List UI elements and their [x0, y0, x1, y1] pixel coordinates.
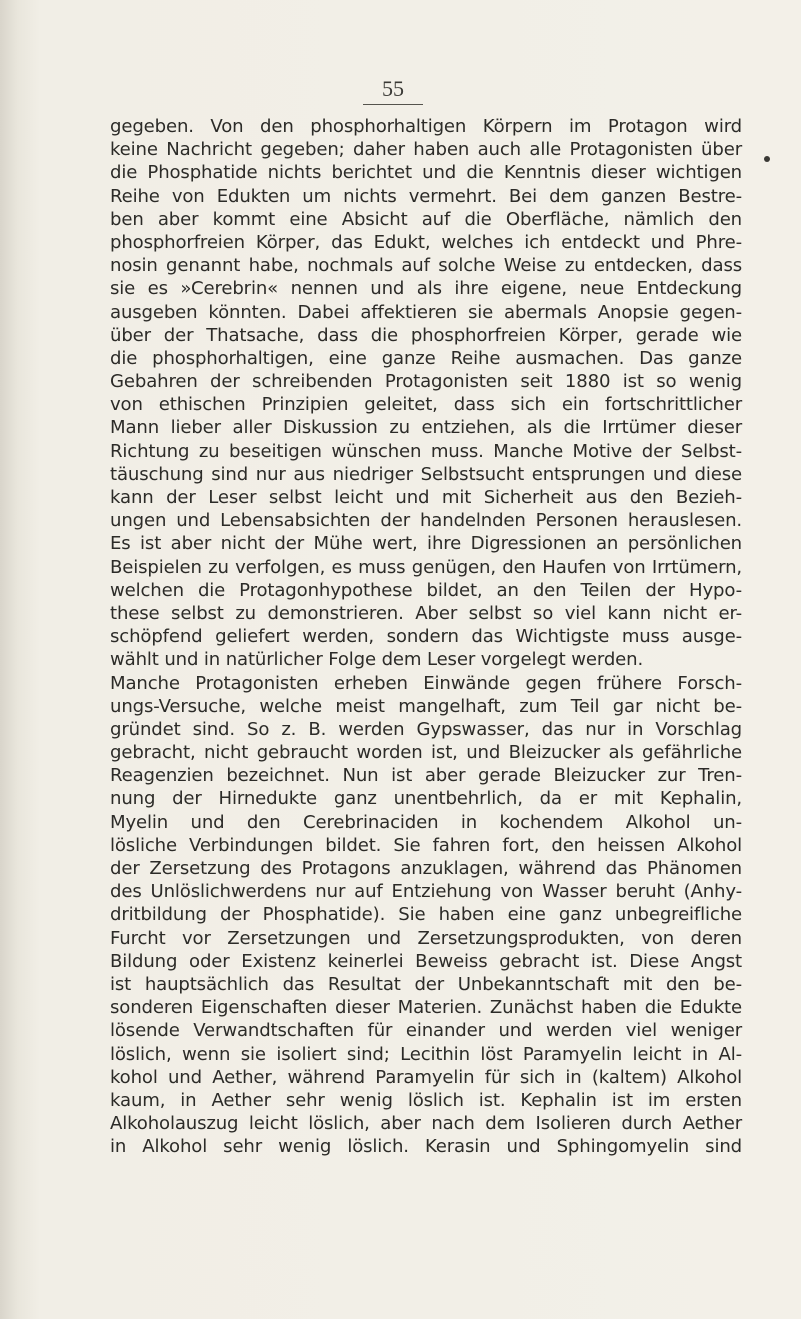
text-line: gründet sind. So z. B. werden Gypswasser, das nur in Vorschlag	[110, 718, 742, 740]
text-line: Mann lieber aller Diskussion zu entziehen, als die Irrtümer dieser	[110, 417, 742, 439]
text-line: ist hauptsächlich das Resultat der Unbekanntschaft mit den be-	[110, 973, 742, 995]
text-line: der Zersetzung des Protagons anzuklagen, während das Phänomen	[110, 858, 742, 879]
text-line: in Alkohol sehr wenig löslich. Kerasin und Sphingomyelin sind	[110, 1136, 742, 1158]
text-line: keine Nachricht gegeben; daher haben auch alle Protagonisten über	[110, 139, 742, 161]
page-number: 55	[363, 78, 423, 105]
text-line: phosphorfreien Körper, das Edukt, welches ich entdeckt und Phre-	[110, 231, 742, 253]
text-line: nung der Hirnedukte ganz unentbehrlich, da er mit Kephalin,	[110, 788, 742, 810]
text-line: sonderen Eigenschaften dieser Materien. Zunächst haben die Edukte	[110, 997, 742, 1019]
text-line: kaum, in Aether sehr wenig löslich ist. Kephalin ist im ersten	[110, 1089, 742, 1111]
text-line: Reagenzien bezeichnet. Nun ist aber gerade Bleizucker zur Tren-	[110, 765, 742, 787]
text-line: Manche Protagonisten erheben Einwände gegen frühere Forsch-	[110, 672, 742, 694]
text-line: sie es »Cerebrin« nennen und als ihre eigene, neue Entdeckung	[110, 278, 742, 300]
text-line: löslich, wenn sie isoliert sind; Lecithin löst Paramyelin leicht in Al-	[110, 1043, 742, 1065]
text-line: schöpfend geliefert werden, sondern das Wichtigste muss ausge-	[110, 626, 742, 648]
text-line: lösende Verwandtschaften für einander und werden viel weniger	[110, 1020, 742, 1042]
text-line: die phosphorhaltigen, eine ganze Reihe ausmachen. Das ganze	[110, 347, 742, 369]
text-line: nosin genannt habe, nochmals auf solche Weise zu entdecken, dass	[110, 255, 742, 277]
text-line: Richtung zu beseitigen wünschen muss. Manche Motive der Selbst-	[110, 440, 742, 462]
text-line: die Phosphatide nichts berichtet und die Kenntnis dieser wichtigen	[110, 162, 742, 184]
text-line: welchen die Protagonhypothese bildet, an den Teilen der Hypo-	[110, 579, 742, 601]
text-line: von ethischen Prinzipien geleitet, dass sich ein fortschrittlicher	[110, 394, 742, 416]
text-line: wählt und in natürlicher Folge dem Leser vorgelegt werden.	[110, 649, 644, 671]
text-line: täuschung sind nur aus niedriger Selbstsucht entsprungen und diese	[110, 463, 742, 485]
text-line: lösliche Verbindungen bildet. Sie fahren fort, den heissen Alkohol	[110, 834, 742, 856]
text-line: über der Thatsache, dass die phosphorfreien Körper, gerade wie	[110, 324, 742, 346]
text-line: Beispielen zu verfolgen, es muss genügen, den Haufen von Irrtümern,	[110, 556, 742, 578]
text-line: dritbildung der Phosphatide). Sie haben eine ganz unbegreifliche	[110, 904, 742, 926]
text-line: ungen und Lebensabsichten der handelnden Personen herauslesen.	[110, 510, 742, 532]
text-line: Gebahren der schreibenden Protagonisten seit 1880 ist so wenig	[110, 371, 742, 393]
margin-mark	[764, 156, 770, 162]
text-line: ausgeben könnten. Dabei affektieren sie abermals Anopsie gegen-	[110, 301, 742, 323]
text-line: Es ist aber nicht der Mühe wert, ihre Digressionen an persönlichen	[110, 533, 742, 555]
text-line: ungs-Versuche, welche meist mangelhaft, zum Teil gar nicht be-	[110, 695, 742, 717]
text-line: Alkoholauszug leicht löslich, aber nach dem Isolieren durch Aether	[110, 1113, 742, 1135]
text-line: these selbst zu demonstrieren. Aber selbst so viel kann nicht er-	[110, 602, 742, 624]
body-text	[110, 115, 742, 1158]
text-line: gegeben. Von den phosphorhaltigen Körpern im Protagon wird	[110, 116, 742, 137]
text-line: ben aber kommt eine Absicht auf die Oberfläche, nämlich den	[110, 208, 742, 230]
text-line: Myelin und den Cerebrinaciden in kochendem Alkohol un-	[110, 811, 742, 833]
text-line: kohol und Aether, während Paramyelin für sich in (kaltem) Alkohol	[110, 1066, 742, 1088]
text-line: Bildung oder Existenz keinerlei Beweiss gebracht ist. Diese Angst	[110, 950, 742, 972]
text-line: Furcht vor Zersetzungen und Zersetzungsprodukten, von deren	[110, 927, 742, 949]
text-line: kann der Leser selbst leicht und mit Sicherheit aus den Bezieh-	[110, 487, 742, 508]
text-line: gebracht, nicht gebraucht worden ist, und Bleizucker als gefährliche	[110, 742, 742, 764]
text-line: Reihe von Edukten um nichts vermehrt. Bei dem ganzen Bestre-	[110, 185, 742, 207]
text-line: des Unlöslichwerdens nur auf Entziehung von Wasser beruht (Anhy-	[110, 881, 742, 903]
